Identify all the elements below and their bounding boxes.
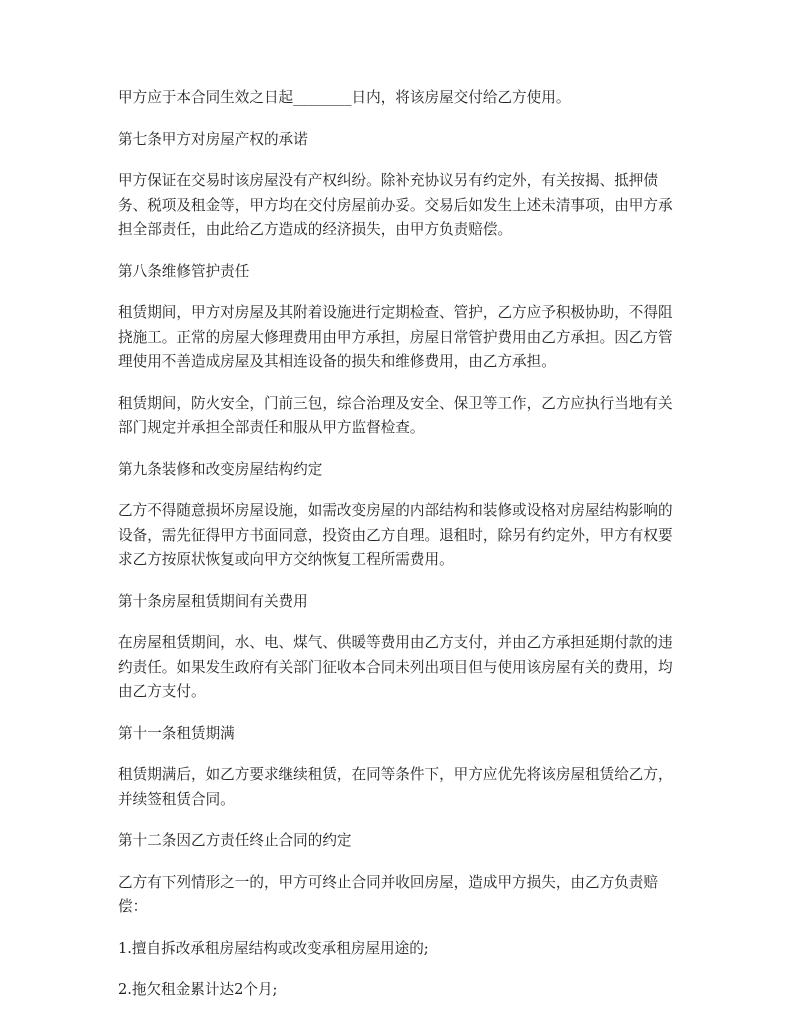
paragraph-delivery-term: 甲方应于本合同生效之日起________日内，将该房屋交付给乙方使用。 (118, 89, 571, 106)
article-9-heading: 第九条装修和改变房屋结构约定 (118, 460, 323, 478)
article-10-heading: 第十条房屋租赁期间有关费用 (118, 592, 308, 610)
article-11-heading: 第十一条租赁期满 (118, 724, 235, 742)
article-8-heading: 第八条维修管护责任 (118, 262, 250, 280)
article-8-paragraph-1: 租赁期间，甲方对房屋及其附着设施进行定期检查、管护，乙方应予积极协助，不得阻挠施工。正常的房屋大修理费用由甲方承担，房屋日常管护费用由乙方承担。因乙方管理使用不善造成房屋及其相连设备的损失和维修费用，由乙方承担。 (118, 304, 673, 370)
article-12-paragraph: 乙方有下列情形之一的，甲方可终止合同并收回房屋，造成甲方损失，由乙方负责赔偿： (118, 873, 658, 915)
article-10-paragraph: 在房屋租赁期间，水、电、煤气、供暖等费用由乙方支付，并由乙方承担延期付款的违约责任。如果发生政府有关部门征收本合同未列出项目但与使用该房屋有关的费用，均由乙方支付。 (118, 634, 673, 700)
list-item-1: 1.擅自拆改承租房屋结构或改变承租房屋用途的; (118, 939, 429, 957)
article-7-heading: 第七条甲方对房屋产权的承诺 (118, 130, 308, 148)
document-page (118, 86, 686, 1020)
article-11-paragraph: 租赁期满后，如乙方要求继续租赁，在同等条件下，甲方应优先将该房屋租赁给乙方，并续签租赁合同。 (118, 766, 673, 808)
article-7-paragraph: 甲方保证在交易时该房屋没有产权纠纷。除补充协议另有约定外，有关按揭、抵押债务、税项及租金等，甲方均在交付房屋前办妥。交易后如发生上述未清事项，由甲方承担全部责任，由此给乙方造成的经济损失，由甲方负责赔偿。 (118, 172, 673, 238)
article-12-heading: 第十二条因乙方责任终止合同的约定 (118, 832, 352, 849)
list-item-2: 2.拖欠租金累计达2个月; (118, 981, 278, 998)
article-9-paragraph: 乙方不得随意损坏房屋设施，如需改变房屋的内部结构和装修或设格对房屋结构影响的设备，需先征得甲方书面同意，投资由乙方自理。退租时，除另有约定外，甲方有权要求乙方按原状恢复或向甲方交纳恢复工程所需费用。 (118, 502, 673, 568)
article-8-paragraph-2: 租赁期间，防火安全，门前三包，综合治理及安全、保卫等工作，乙方应执行当地有关部门规定并承担全部责任和服从甲方监督检查。 (118, 394, 673, 436)
